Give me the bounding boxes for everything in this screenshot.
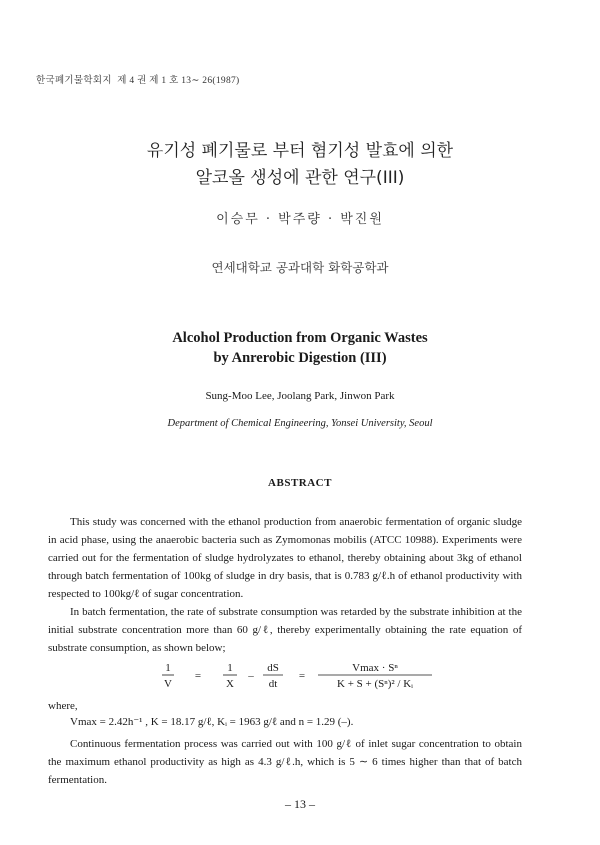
eq-mid-den: X [226, 678, 234, 690]
eq-minus: – [248, 670, 254, 682]
eq-rhs-num: Vmax · Sⁿ [352, 662, 398, 674]
korean-affiliation: 연세대학교 공과대학 화학공학과 [211, 260, 389, 275]
eq-lhs-num: 1 [165, 662, 171, 674]
abstract-paragraph-2-text: In batch fermentation, the rate of substrate consumption was retarded by the substrate inhibition at the initial substrate concentration more than 60 g/ℓ, thereby experimentally obtaining the rate equation of substrate consumption, as shown below; [48, 606, 522, 654]
eq-rhs-den: K + S + (Sⁿ)² / Kᵢ [337, 678, 413, 690]
abstract-paragraph-2 [48, 603, 522, 657]
constants-line: Vmax = 2.42h⁻¹ , K = 18.17 g/ℓ, Kᵢ = 1963 g/ℓ and n = 1.29 (–). [70, 716, 354, 728]
eq-equals-2: = [298, 670, 306, 682]
rate-equation [160, 658, 460, 694]
english-affiliation: Department of Chemical Engineering, Yonsei University, Seoul [167, 418, 433, 429]
journal-volume: 제 4 권 제 1 호 13∼ 26(1987) [117, 76, 240, 86]
eq-ds-den: dt [268, 678, 278, 690]
eq-ds-num: dS [267, 662, 279, 674]
korean-title-line2: 알코올 생성에 관한 연구(III) [195, 168, 405, 188]
korean-authors: 이승무 · 박주량 · 박진원 [216, 212, 384, 227]
eq-mid-num: 1 [227, 662, 233, 674]
eq-lhs-den: V [164, 678, 172, 690]
where-label: where, [48, 700, 78, 712]
korean-title-line1: 유기성 폐기물로 부터 혐기성 발효에 의한 [146, 141, 454, 161]
page-number: – 13 – [285, 797, 315, 811]
abstract-paragraph-1 [48, 513, 522, 603]
abstract-paragraph-3 [48, 735, 522, 789]
english-authors: Sung-Moo Lee, Joolang Park, Jinwon Park [205, 390, 395, 402]
abstract-paragraph-1-text: This study was concerned with the ethanol production from anaerobic fermentation of organic sludge in acid phase, using the anaerobic bacteria such as Zymomonas mobilis (ATCC 10988). Experiments were carried out for the fermentation of sludge hydrolyzates to ethanol, thereby obtaining about 3kg of ethanol through batch fermentation of 100kg of sludge in dry basis, that is 0.783 g/ℓ.h of ethanol productivity with respected to 100kg/ℓ of sugar concentration. [48, 516, 522, 600]
english-title-line1: Alcohol Production from Organic Wastes [172, 330, 428, 346]
abstract-heading: ABSTRACT [268, 477, 332, 489]
abstract-paragraph-3-text: Continuous fermentation process was carried out with 100 g/ℓ of inlet sugar concentration to obtain the maximum ethanol productivity as high as 4.3 g/ℓ.h, which is 5 ∼ 6 times higher than that of batch fermentation. [48, 738, 522, 786]
journal-header [36, 72, 240, 86]
journal-name: 한국폐기물학회지 [36, 76, 112, 86]
eq-equals-1: = [194, 670, 202, 682]
english-title-line2: by Anrerobic Digestion (III) [213, 350, 387, 366]
